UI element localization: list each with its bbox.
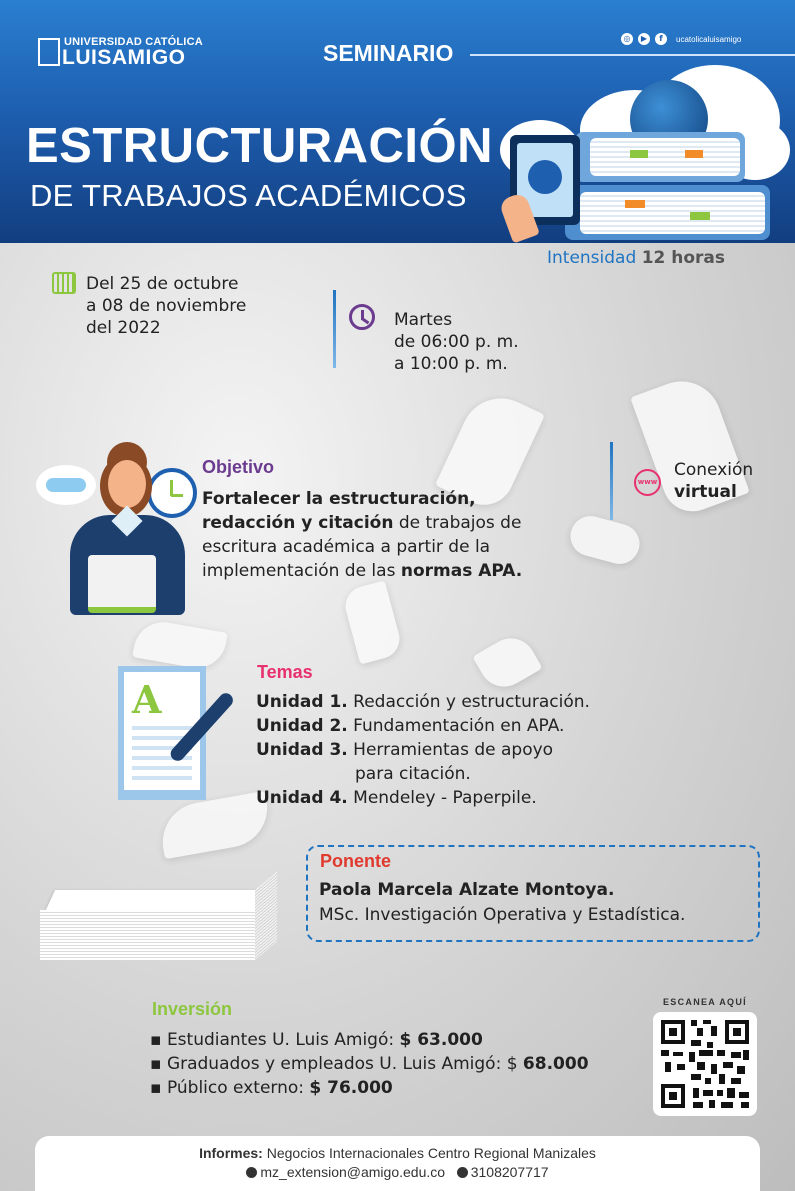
date-line: a 08 de noviembre xyxy=(86,296,247,316)
kicker-label: SEMINARIO xyxy=(323,40,454,66)
objective-heading: Objetivo xyxy=(202,457,275,477)
info-label: Informes: xyxy=(199,1145,263,1161)
price-value: $ 63.000 xyxy=(399,1030,483,1050)
topic-unit: Unidad 1. xyxy=(256,692,348,712)
footer-info xyxy=(0,1145,795,1161)
page-subtitle: DE TRABAJOS ACADÉMICOS xyxy=(30,178,467,213)
university-logo-icon xyxy=(38,38,60,66)
schedule-line: Martes xyxy=(394,310,453,330)
clock-icon xyxy=(349,304,375,330)
price-label: Estudiantes U. Luis Amigó: xyxy=(166,1030,400,1050)
paper-stack-illustration xyxy=(20,880,280,975)
books-globe-illustration xyxy=(480,60,795,245)
calendar-icon xyxy=(52,272,76,294)
price-item: ▪ Estudiantes U. Luis Amigó: $ 63.000 xyxy=(150,1030,483,1050)
date-line: Del 25 de octubre xyxy=(86,274,239,294)
page-title: ESTRUCTURACIÓN xyxy=(26,119,494,173)
teacher-illustration xyxy=(30,440,205,615)
pricing-list xyxy=(150,1028,589,1100)
speaker-name: Paola Marcela Alzate Montoya. xyxy=(319,880,615,900)
topics-list xyxy=(256,690,590,810)
topic-unit: Unidad 4. xyxy=(256,788,348,808)
price-label: Graduados y empleados U. Luis Amigó: $ xyxy=(166,1054,523,1074)
price-label: Público externo: xyxy=(166,1078,310,1098)
web-icon: www xyxy=(634,469,661,496)
schedule xyxy=(394,309,519,375)
footer-email[interactable]: mz_extension@amigo.edu.co xyxy=(260,1164,446,1180)
intensity-label xyxy=(547,248,725,268)
intensity-value: 12 horas xyxy=(641,248,726,268)
objective-bold-end: normas APA. xyxy=(400,561,523,581)
footer-phone[interactable]: 3108207717 xyxy=(470,1164,549,1180)
letter-a-icon: A xyxy=(132,677,162,722)
intensity-key: Intensidad xyxy=(547,248,637,268)
schedule-line: de 06:00 p. m. xyxy=(394,332,519,352)
price-item: ▪ Público externo: $ 76.000 xyxy=(150,1078,393,1098)
logo-line2: LUISAMIGO xyxy=(62,46,186,69)
facebook-icon[interactable]: f xyxy=(655,33,667,45)
logo-line1: UNIVERSIDAD CATÓLICA xyxy=(64,36,203,48)
topics-heading: Temas xyxy=(257,662,313,682)
topic-item xyxy=(256,762,590,786)
instagram-icon[interactable]: ◎ xyxy=(621,33,633,45)
document-pen-illustration xyxy=(118,662,248,802)
objective-plain: de trabajos de escritura académica a partir de la implementación de las xyxy=(202,513,522,581)
social-bar xyxy=(621,33,741,45)
price-value: $ 76.000 xyxy=(309,1078,393,1098)
topic-text: Redacción y estructuración. xyxy=(353,692,590,712)
topic-text: Fundamentación en APA. xyxy=(353,716,565,736)
topic-item xyxy=(256,690,590,714)
flying-paper xyxy=(341,580,404,664)
topic-item xyxy=(256,786,590,810)
objective-text xyxy=(202,487,562,583)
divider xyxy=(610,442,613,520)
modality-line2: virtual xyxy=(674,482,737,502)
qr-code[interactable] xyxy=(653,1012,757,1116)
objective-bold: Fortalecer la estructuración, redacción y citación xyxy=(202,489,476,533)
topic-text: Mendeley - Paperpile. xyxy=(353,788,537,808)
kicker-divider xyxy=(470,54,795,56)
email-icon xyxy=(246,1167,257,1178)
diploma-icon xyxy=(46,478,86,492)
pricing-heading: Inversión xyxy=(152,999,233,1019)
topic-unit: Unidad 2. xyxy=(256,716,348,736)
price-value: 68.000 xyxy=(522,1054,589,1074)
modality-line1: Conexión xyxy=(674,460,754,480)
topic-item xyxy=(256,738,590,762)
modality xyxy=(674,459,753,503)
date-range xyxy=(86,273,246,339)
footer-contact xyxy=(0,1164,795,1180)
divider xyxy=(333,290,336,368)
topic-item xyxy=(256,714,590,738)
topic-unit: Unidad 3. xyxy=(256,740,348,760)
flying-paper xyxy=(566,512,644,569)
info-text: Negocios Internacionales Centro Regional Manizales xyxy=(262,1145,596,1161)
price-item: ▪ Graduados y empleados U. Luis Amigó: $ 68.000 xyxy=(150,1054,589,1074)
schedule-line: a 10:00 p. m. xyxy=(394,354,508,374)
laptop-icon xyxy=(88,555,156,613)
speaker-credentials: MSc. Investigación Operativa y Estadística. xyxy=(319,905,686,925)
social-handle[interactable]: ucatolicaluisamigo xyxy=(676,34,742,44)
clock-icon xyxy=(147,468,197,518)
flying-paper xyxy=(472,629,542,695)
qr-code-icon xyxy=(653,1012,757,1116)
topic-text: para citación. xyxy=(355,764,471,784)
qr-label: ESCANEA AQUÍ xyxy=(663,997,747,1007)
speaker-heading: Ponente xyxy=(320,851,392,871)
topic-text: Herramientas de apoyo xyxy=(353,740,554,760)
date-line: del 2022 xyxy=(86,318,161,338)
youtube-icon[interactable]: ▶ xyxy=(638,33,650,45)
phone-icon xyxy=(457,1167,468,1178)
